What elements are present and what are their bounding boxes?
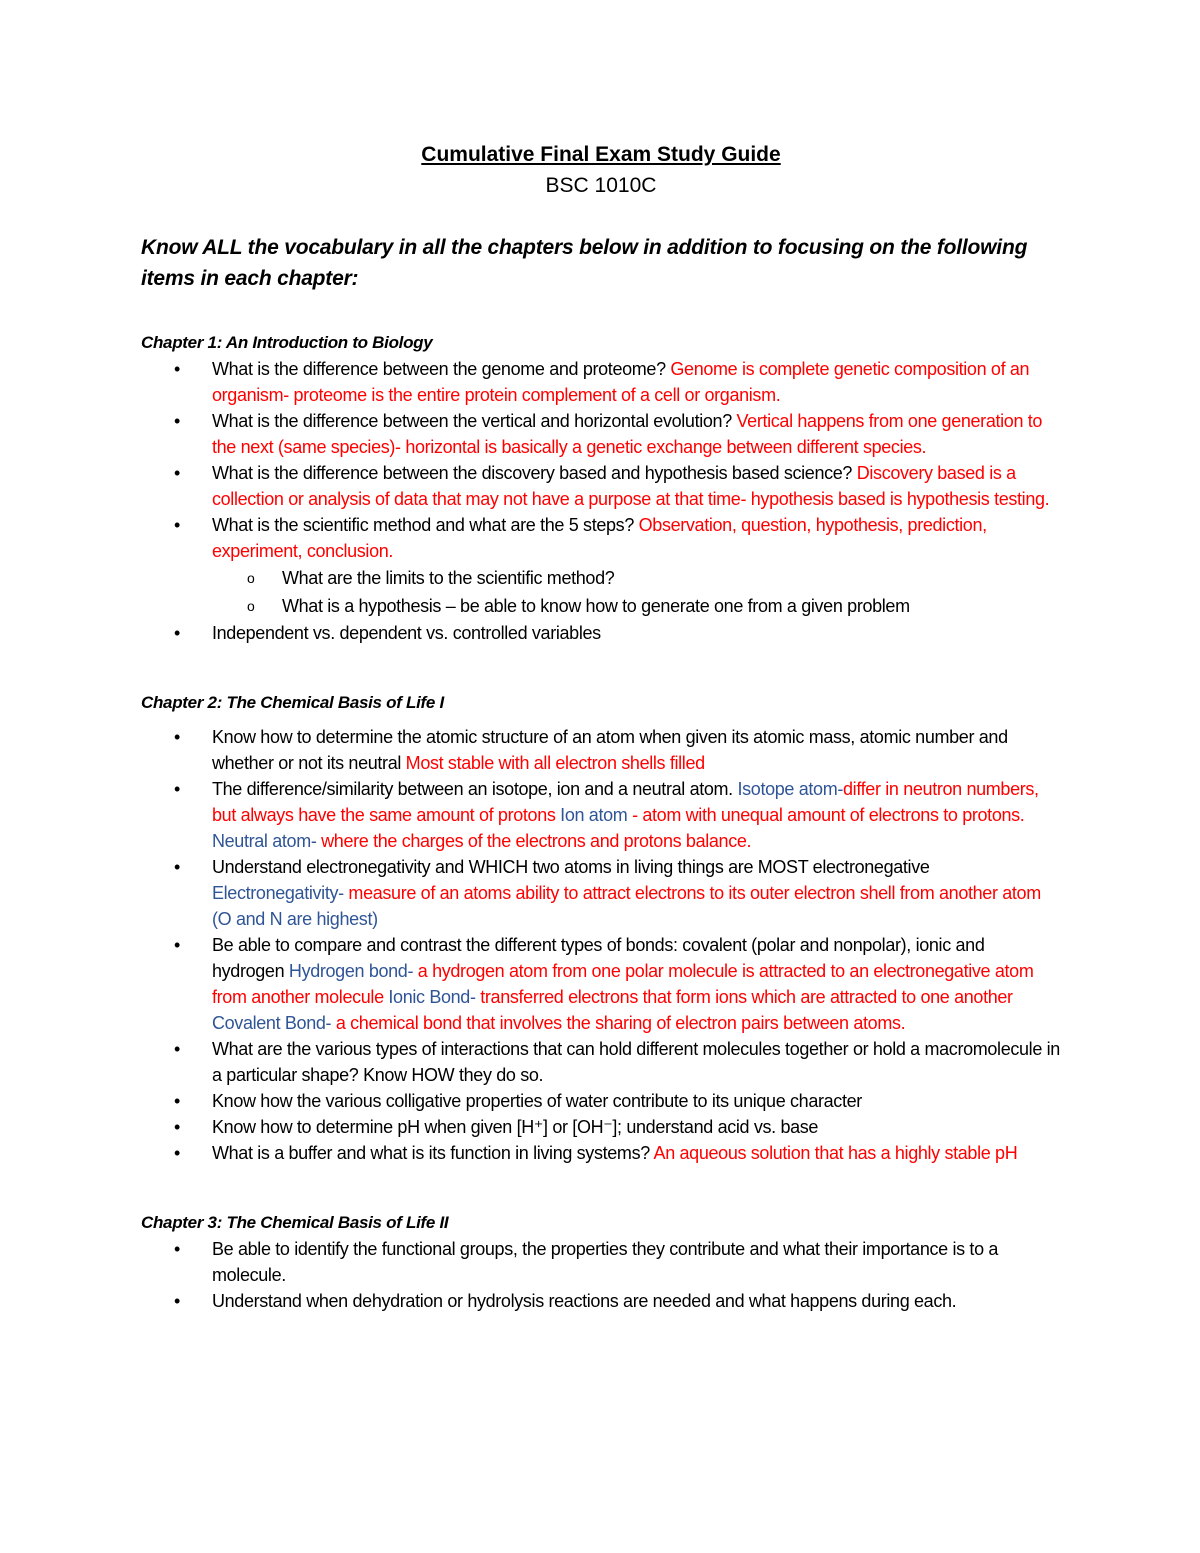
chapter-item-list — [141, 1236, 1061, 1314]
question-text: What is the difference between the vertical and horizontal evolution? — [212, 411, 737, 431]
bullet-icon: • — [174, 411, 180, 431]
answer-text: a hydrogen atom from one polar molecule is attracted to an electronegative atom from another molecule — [212, 961, 1034, 1007]
question-text: What is the difference between the genome and proteome? — [212, 359, 671, 379]
list-item — [141, 776, 1061, 854]
chapter-section — [141, 690, 1061, 1166]
list-item — [141, 620, 1061, 646]
bullet-icon: • — [174, 857, 180, 877]
question-text: What are the limits to the scientific method? — [282, 568, 615, 588]
term-label: Hydrogen bond- — [288, 961, 418, 981]
list-item — [141, 854, 1061, 932]
circle-bullet-icon: o — [247, 570, 255, 586]
intro-instructions: Know ALL the vocabulary in all the chapters below in addition to focusing on the following items in each chapter: — [141, 236, 1028, 290]
question-text: Understand when dehydration or hydrolysis reactions are needed and what happens during each. — [212, 1291, 957, 1311]
list-item — [141, 460, 1061, 512]
chapter-heading: Chapter 1: An Introduction to Biology — [141, 333, 433, 352]
circle-bullet-icon: o — [247, 598, 255, 614]
list-item — [141, 1236, 1061, 1288]
question-text: What is the difference between the discovery based and hypothesis based science? — [212, 463, 857, 483]
term-label: Isotope atom- — [737, 779, 844, 799]
list-item — [141, 1036, 1061, 1088]
question-text: Know how to determine pH when given [H⁺] or [OH⁻]; understand acid vs. base — [212, 1117, 819, 1137]
answer-text: Most stable with all electron shells filled — [405, 753, 705, 773]
sub-list-item — [141, 592, 1061, 620]
chapter-list — [141, 330, 1061, 1314]
bullet-icon: • — [174, 1291, 180, 1311]
answer-text: Genome is complete genetic composition of an organism- proteome is the entire protein complement of a cell or organism. — [212, 359, 1030, 405]
question-text: The difference/similarity between an isotope, ion and a neutral atom. — [212, 779, 738, 799]
question-text: Understand electronegativity and WHICH two atoms in living things are MOST electronegative — [212, 857, 930, 877]
term-label: Ion atom — [560, 805, 633, 825]
bullet-icon: • — [174, 359, 180, 379]
bullet-icon: • — [174, 463, 180, 483]
question-text: What is a hypothesis – be able to know how to generate one from a given problem — [282, 596, 910, 616]
bullet-icon: • — [174, 623, 180, 643]
answer-text: Vertical happens from one generation to the next (same species)- horizontal is basically a genetic exchange between different species. — [212, 411, 1043, 457]
list-item — [141, 1288, 1061, 1314]
term-label: Electronegativity- — [212, 883, 349, 903]
bullet-icon: • — [174, 515, 180, 535]
chapter-heading: Chapter 2: The Chemical Basis of Life I — [141, 693, 444, 712]
answer-text: transferred electrons that form ions which are attracted to one another — [480, 987, 1013, 1007]
document-title: Cumulative Final Exam Study Guide — [421, 143, 781, 166]
chapter-section — [141, 1210, 1061, 1314]
question-text: Be able to compare and contrast the different types of bonds: covalent (polar and nonpolar), ionic and hydrogen — [212, 935, 985, 981]
question-text: Know how the various colligative properties of water contribute to its unique character — [212, 1091, 862, 1111]
document-page — [141, 140, 1061, 1314]
sub-list-item — [141, 564, 1061, 592]
answer-text: Observation, question, hypothesis, prediction, experiment, conclusion. — [212, 515, 987, 561]
question-text: Know how to determine the atomic structure of an atom when given its atomic mass, atomic number and whether or not its neutral — [212, 727, 1008, 773]
question-text: What is a buffer and what is its function in living systems? — [212, 1143, 654, 1163]
list-item — [141, 1088, 1061, 1114]
chapter-heading: Chapter 3: The Chemical Basis of Life II — [141, 1213, 449, 1232]
term-label: Ionic Bond- — [388, 987, 481, 1007]
list-item — [141, 1140, 1061, 1166]
term-label: Covalent Bond- — [212, 1013, 336, 1033]
question-text: What is the scientific method and what are the 5 steps? — [212, 515, 639, 535]
bullet-icon: • — [174, 1143, 180, 1163]
list-item — [141, 724, 1061, 776]
bullet-icon: • — [174, 935, 180, 955]
answer-text: measure of an atoms ability to attract electrons to its outer electron shell from another atom — [348, 883, 1041, 903]
list-item — [141, 1114, 1061, 1140]
question-text: Be able to identify the functional groups, the properties they contribute and what their importance is to a molecule. — [212, 1239, 999, 1285]
question-text: Independent vs. dependent vs. controlled variables — [212, 623, 601, 643]
chapter-section — [141, 330, 1061, 646]
chapter-item-list — [141, 724, 1061, 1166]
course-code: BSC 1010C — [545, 174, 657, 197]
bullet-icon: • — [174, 727, 180, 747]
answer-text: Discovery based is a collection or analysis of data that may not have a purpose at that time- hypothesis based is hypothesis testing. — [212, 463, 1050, 509]
term-label: (O and N are highest) — [212, 909, 378, 929]
bullet-icon: • — [174, 1117, 180, 1137]
answer-text: a chemical bond that involves the sharing of electron pairs between atoms. — [335, 1013, 906, 1033]
answer-text: - atom with unequal amount of electrons to protons. — [632, 805, 1025, 825]
list-item — [141, 932, 1061, 1036]
answer-text: An aqueous solution that has a highly stable pH — [653, 1143, 1018, 1163]
bullet-icon: • — [174, 779, 180, 799]
answer-text: where the charges of the electrons and protons balance. — [321, 831, 752, 851]
list-item — [141, 408, 1061, 460]
answer-text: differ in neutron numbers, but always have the same amount of protons — [212, 779, 1039, 825]
chapter-item-list — [141, 356, 1061, 646]
term-label: Neutral atom- — [212, 831, 322, 851]
bullet-icon: • — [174, 1239, 180, 1259]
bullet-icon: • — [174, 1039, 180, 1059]
question-text: What are the various types of interactions that can hold different molecules together or hold a macromolecule in a particular shape? Know HOW they do so. — [212, 1039, 1060, 1085]
list-item — [141, 512, 1061, 564]
bullet-icon: • — [174, 1091, 180, 1111]
list-item — [141, 356, 1061, 408]
